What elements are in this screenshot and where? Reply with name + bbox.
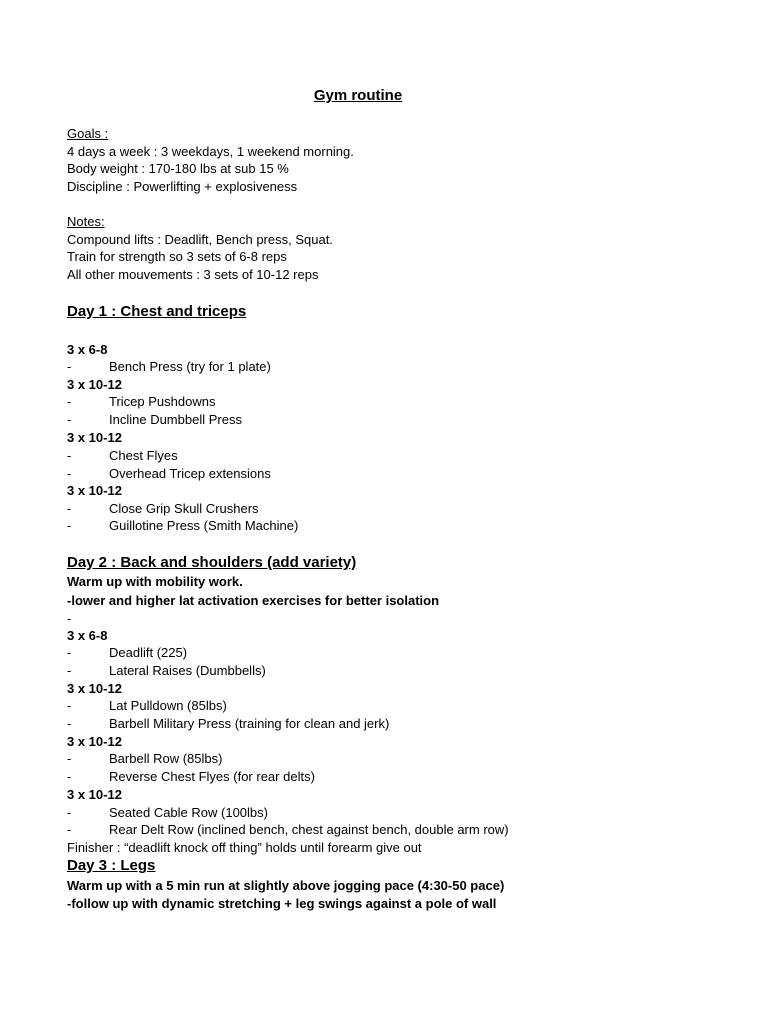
exercise-item	[67, 662, 266, 679]
day2-intro-line: -lower and higher lat activation exercises for better isolation	[67, 593, 440, 608]
bullet-dash: -	[67, 501, 72, 516]
goals-heading: Goals :	[67, 126, 109, 141]
exercise-item	[67, 393, 215, 410]
exercise-item	[67, 411, 242, 428]
exercise-name: Guillotine Press (Smith Machine)	[109, 518, 299, 533]
exercise-item	[67, 644, 187, 661]
exercise-item	[67, 517, 298, 534]
notes-line: Compound lifts : Deadlift, Bench press, Squat.	[67, 232, 333, 247]
bullet-dash: -	[67, 698, 72, 713]
bullet-dash: -	[67, 359, 72, 374]
day2-heading: Day 2 : Back and shoulders (add variety)	[67, 554, 357, 571]
bullet-dash: -	[67, 518, 72, 533]
exercise-name: Barbell Military Press (training for clean and jerk)	[109, 716, 390, 731]
day3-intro-line: Warm up with a 5 min run at slightly above jogging pace (4:30-50 pace)	[67, 878, 505, 893]
exercise-item	[67, 465, 271, 482]
document-title: Gym routine	[313, 87, 403, 104]
exercise-name: Tricep Pushdowns	[109, 394, 216, 409]
day3-heading-text: Day 3 : Legs	[67, 857, 156, 874]
sets-label: 3 x 10-12	[67, 681, 122, 696]
exercise-name: Close Grip Skull Crushers	[109, 501, 259, 516]
exercise-name: Rear Delt Row (inclined bench, chest against bench, double arm row)	[109, 822, 509, 837]
goals-line: Discipline : Powerlifting + explosiveness	[67, 179, 298, 194]
sets-label: 3 x 6-8	[67, 628, 108, 643]
day2-intro-line: Warm up with mobility work.	[67, 574, 243, 589]
exercise-item	[67, 750, 222, 767]
notes-heading: Notes:	[67, 214, 105, 229]
bullet-dash: -	[67, 822, 72, 837]
exercise-item	[67, 804, 268, 821]
day3-heading	[67, 857, 155, 874]
exercise-name: Chest Flyes	[109, 448, 178, 463]
bullet-dash: -	[67, 645, 72, 660]
exercise-name: Seated Cable Row (100lbs)	[109, 805, 268, 820]
exercise-name: Lat Pulldown (85lbs)	[109, 698, 227, 713]
bullet-dash: -	[67, 716, 72, 731]
exercise-name: Deadlift (225)	[109, 645, 188, 660]
sets-label: 3 x 6-8	[67, 342, 108, 357]
exercise-item	[67, 768, 315, 785]
notes-line: Train for strength so 3 sets of 6-8 reps	[67, 249, 287, 264]
sets-label: 3 x 10-12	[67, 483, 122, 498]
bullet-dash: -	[67, 769, 72, 784]
exercise-name: Incline Dumbbell Press	[109, 412, 242, 427]
exercise-name: Overhead Tricep extensions	[109, 466, 271, 481]
exercise-name: Lateral Raises (Dumbbells)	[109, 663, 266, 678]
bullet-dash: -	[67, 394, 72, 409]
bullet-dash: -	[67, 448, 72, 463]
exercise-name: Bench Press (try for 1 plate)	[109, 359, 271, 374]
notes-line: All other mouvements : 3 sets of 10-12 reps	[67, 267, 319, 282]
exercise-name: Barbell Row (85lbs)	[109, 751, 223, 766]
exercise-item	[67, 447, 178, 464]
exercise-item	[67, 697, 227, 714]
exercise-name: Reverse Chest Flyes (for rear delts)	[109, 769, 315, 784]
bullet-dash: -	[67, 466, 72, 481]
sets-label: 3 x 10-12	[67, 430, 122, 445]
sets-label: 3 x 10-12	[67, 787, 122, 802]
day3-intro-line: -follow up with dynamic stretching + leg swings against a pole of wall	[67, 896, 497, 911]
bullet-dash: -	[67, 412, 72, 427]
goals-line: Body weight : 170-180 lbs at sub 15 %	[67, 161, 289, 176]
exercise-item	[67, 821, 509, 838]
day1-heading: Day 1 : Chest and triceps	[67, 303, 247, 320]
sets-label: 3 x 10-12	[67, 377, 122, 392]
finisher-line: Finisher : “deadlift knock off thing” holds until forearm give out	[67, 840, 422, 855]
goals-line: 4 days a week : 3 weekdays, 1 weekend morning.	[67, 144, 354, 159]
bullet-dash: -	[67, 805, 72, 820]
exercise-item	[67, 500, 259, 517]
sets-label: 3 x 10-12	[67, 734, 122, 749]
day2-intro-line: -	[67, 611, 72, 626]
exercise-item	[67, 358, 271, 375]
bullet-dash: -	[67, 751, 72, 766]
exercise-item	[67, 715, 389, 732]
bullet-dash: -	[67, 663, 72, 678]
